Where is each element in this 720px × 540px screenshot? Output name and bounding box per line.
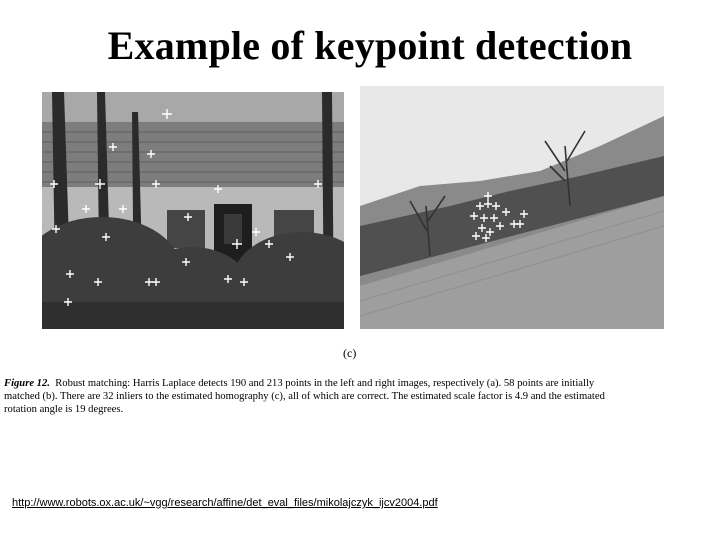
house-photo [42, 92, 344, 329]
right-image [360, 86, 664, 329]
left-image [42, 92, 344, 329]
source-link[interactable]: http://www.robots.ox.ac.uk/~vgg/research/affine/det_eval_files/mikolajczyk_ijcv2004.pdf [12, 497, 438, 509]
panel-label: (c) [343, 346, 357, 360]
caption-line-1 [4, 377, 706, 390]
slide-title: Example of keypoint detection [107, 23, 633, 68]
caption-text-1: Robust matching: Harris Laplace detects 190 and 213 points in the left and right images, respectively (a). 58 points are initially [55, 378, 595, 389]
figure-caption [4, 377, 706, 416]
caption-line-2: matched (b). There are 32 inliers to the estimated homography (c), all of which are correct. The estimated scale factor is 4.9 and the estimated [4, 391, 605, 402]
caption-figure-label: Figure 12. [4, 378, 50, 389]
rotated-photo [360, 86, 664, 329]
caption-line-3: rotation angle is 19 degrees. [4, 404, 124, 415]
